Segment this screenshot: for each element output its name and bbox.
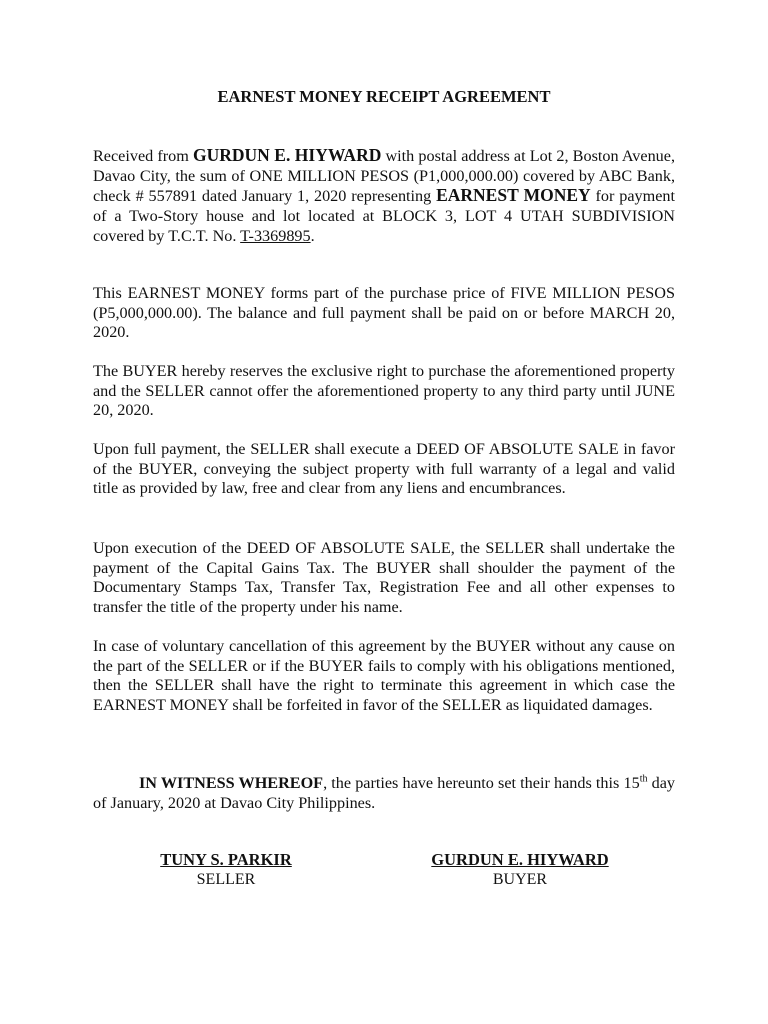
date-ordinal-suffix: th bbox=[639, 773, 648, 785]
seller-role: SELLER bbox=[196, 871, 256, 888]
earnest-money-inline: EARNEST MONEY bbox=[436, 185, 591, 206]
receipt-text-1: Received from bbox=[93, 147, 193, 165]
paragraph-cancellation: In case of voluntary cancellation of this agreement by the BUYER without any cause on the part of the SELLER or if the BUYER fails to comply with his obligations mentioned, then the SELLER shall have the right to terminate this agreement in which case the EARNEST MONEY shall be forfeited in favor of the SELLER as liquidated damages. bbox=[93, 637, 675, 715]
receipt-text-4: . bbox=[310, 226, 315, 245]
witness-text-1: , the parties have hereunto set their hands this 15 bbox=[323, 774, 640, 792]
buyer-name-inline: GURDUN E. HIYWARD bbox=[193, 145, 382, 165]
receipt-text-3: for payment of a Two-Story house and lot located at BLOCK 3, LOT 4 UTAH SUBDIVISION covered by T.C.T. No. bbox=[93, 187, 675, 245]
witness-lead: IN WITNESS WHEREOF bbox=[139, 774, 324, 792]
receipt-text-2: with postal address at Lot 2, Boston Avenue, Davao City, the sum of ONE MILLION PESOS (P1,000,000.00) covered by ABC Bank, check # 557891 dated January 1, 2020 representing bbox=[93, 147, 676, 206]
buyer-signature-block bbox=[390, 850, 650, 890]
buyer-name: GURDUN E. HIYWARD bbox=[431, 850, 609, 869]
paragraph-deed-execution: Upon execution of the DEED OF ABSOLUTE SALE, the SELLER shall undertake the payment of the Capital Gains Tax. The BUYER shall shoulder the payment of the Documentary Stamps Tax, Transfer Tax, Registration Fee and all other expenses to transfer the title of the property under his name. bbox=[93, 539, 675, 617]
seller-name: TUNY S. PARKIR bbox=[160, 850, 292, 869]
paragraph-exclusive-right: The BUYER hereby reserves the exclusive right to purchase the aforementioned property and the SELLER cannot offer the aforementioned property to any third party until JUNE 20, 2020. bbox=[93, 362, 675, 420]
document-title: EARNEST MONEY RECEIPT AGREEMENT bbox=[217, 87, 551, 106]
witness-text-2: day of January, 2020 at Davao City Philippines. bbox=[93, 774, 676, 812]
buyer-role: BUYER bbox=[492, 871, 548, 888]
tct-number: T-3369895 bbox=[240, 226, 311, 245]
seller-signature-block bbox=[96, 850, 356, 890]
paragraph-witness bbox=[93, 774, 675, 813]
paragraph-receipt bbox=[93, 146, 675, 247]
paragraph-full-payment: Upon full payment, the SELLER shall execute a DEED OF ABSOLUTE SALE in favor of the BUYER, conveying the subject property with full warranty of a legal and valid title as provided by law, free and clear from any liens and encumbrances. bbox=[93, 440, 675, 498]
paragraph-purchase-price: This EARNEST MONEY forms part of the purchase price of FIVE MILLION PESOS (P5,000,000.00). The balance and full payment shall be paid on or before MARCH 20, 2020. bbox=[93, 284, 675, 342]
